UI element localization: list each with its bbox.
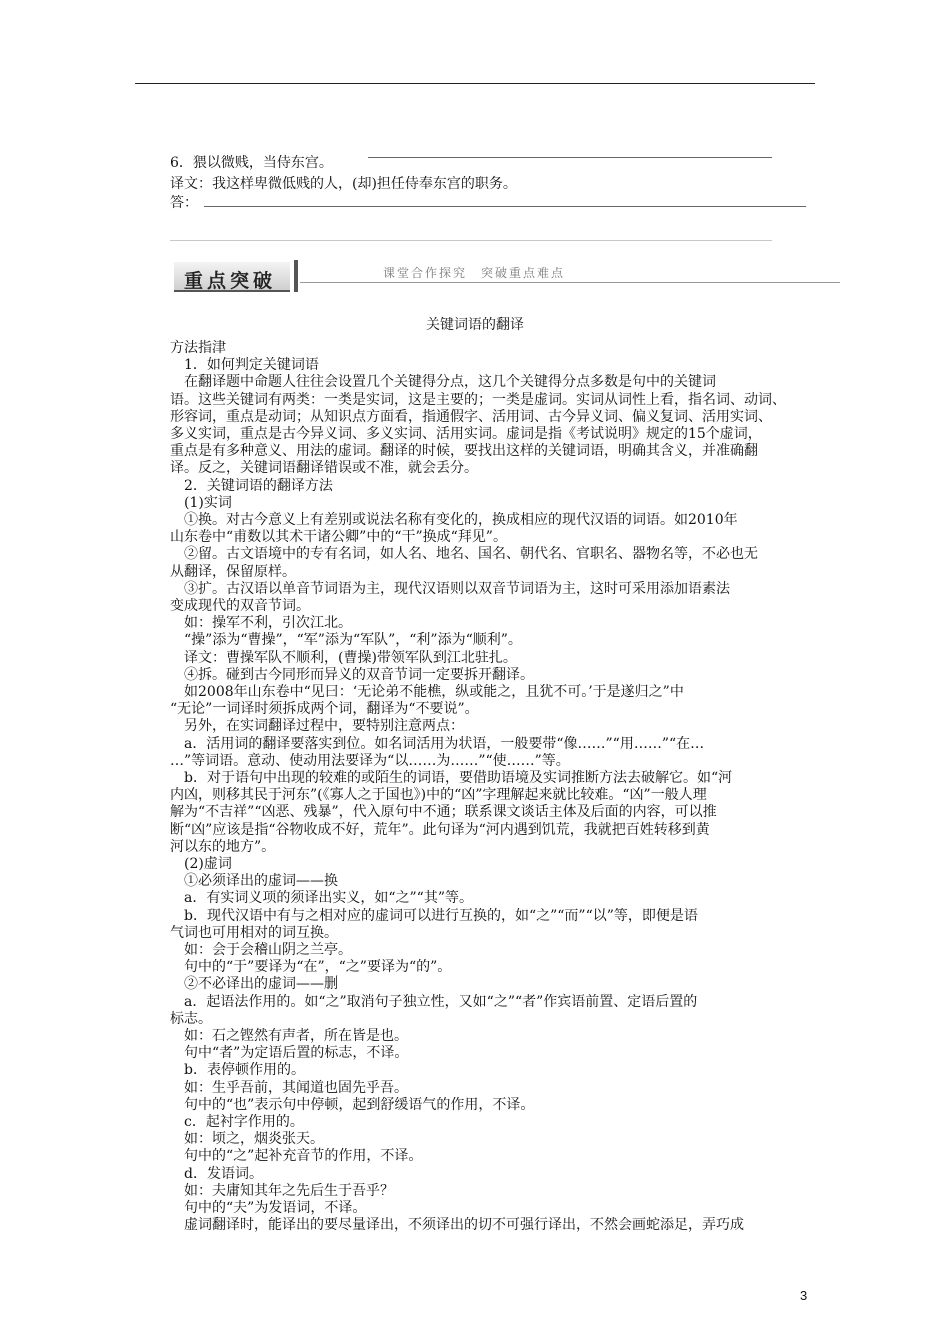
body-line: 语。这些关键词有两类：一类是实词，这是主要的；一类是虚词。实词从词性上看，指名词、动词、 bbox=[170, 391, 786, 408]
body-line: a．起语法作用的。如“之”取消句子独立性，又如“之”“者”作宾语前置、定语后置的 bbox=[170, 993, 698, 1010]
body-line: 内凶，则移其民于河东”(《寡人之于国也》)中的“凶”字理解起来就比较难。“凶”一般人理 bbox=[170, 787, 707, 804]
body-line: 从翻译，保留原样。 bbox=[170, 563, 296, 580]
body-line: 在翻译题中命题人往往会设置几个关键得分点，这几个关键得分点多数是句中的关键词 bbox=[170, 374, 716, 391]
body-line: 河以东的地方”。 bbox=[170, 838, 276, 855]
section-heading: 关键词语的翻译 bbox=[426, 317, 524, 333]
body-line: 句中的“夫”为发语词，不译。 bbox=[170, 1200, 367, 1216]
body-line: ②不必译出的虚词——删 bbox=[170, 976, 338, 993]
body-line: 句中的“也”表示句中停顿，起到舒缓语气的作用，不译。 bbox=[170, 1096, 535, 1113]
body-line: 如：会于会稽山阴之兰亭。 bbox=[170, 942, 352, 958]
body-line: 标志。 bbox=[170, 1010, 212, 1027]
banner-title: 重点突破 bbox=[184, 270, 277, 292]
body-line: 虚词翻译时，能译出的要尽量译出，不须译出的切不可强行译出，不然会画蛇添足，弄巧成 bbox=[170, 1217, 744, 1234]
body-line: a．有实词义项的须译出实义，如“之”“其”等。 bbox=[170, 890, 473, 907]
body-line: 山东卷中“甫数以其术干诸公卿”中的“干”换成“拜见”。 bbox=[170, 529, 507, 546]
body-line: 句中的“于”要译为“在”，“之”要译为“的”。 bbox=[170, 959, 452, 976]
body-line: 重点是有多种意义、用法的虚词。翻译的时候，要找出这样的关键词语，明确其含义，并准确翻 bbox=[170, 443, 758, 460]
body-line: 如2008年山东卷中“见曰：‘无论弟不能樵，纵或能之，且犹不可。’于是遂归之”中 bbox=[170, 684, 684, 700]
body-line: 如：操军不利，引次江北。 bbox=[170, 615, 352, 632]
body-line: b．现代汉语中有与之相对应的虚词可以进行互换的，如“之”“而”“以”等，即便是语 bbox=[170, 907, 698, 924]
body-line: 句中的“之”起补充音节的作用，不译。 bbox=[170, 1148, 423, 1165]
body-line: 解为“不吉祥”“凶恶、残暴”，代入原句中不通；联系课文谈话主体及后面的内容，可以推 bbox=[170, 804, 717, 821]
body-line: …”等词语。意动、使动用法要译为“以……为……”“使……”等。 bbox=[170, 752, 570, 769]
body-line: 译文：曹操军队不顺利，(曹操)带领军队到江北驻扎。 bbox=[170, 649, 517, 666]
body-line: 如：顷之，烟炎张天。 bbox=[170, 1131, 324, 1148]
body-line: 如：夫庸知其年之先后生于吾乎？ bbox=[170, 1182, 394, 1199]
body-line: 断“凶”应该是指“谷物收成不好，荒年”。此句译为“河内遇到饥荒，我就把百姓转移到黄 bbox=[170, 821, 710, 838]
body-line: a．活用词的翻译要落实到位。如名词活用为状语，一般要带“像……”“用……”“在… bbox=[170, 735, 705, 752]
body-line: 句中“者”为定语后置的标志，不译。 bbox=[170, 1045, 409, 1062]
body-line: 形容词，重点是动词；从知识点方面看，指通假字、活用词、古今异义词、偏义复词、活用实词、 bbox=[170, 408, 772, 425]
body-line: ①换。对古今意义上有差别或说法名称有变化的，换成相应的现代汉语的词语。如2010年 bbox=[170, 512, 738, 528]
body-line: 多义实词，重点是古今异义词、多义实词、活用实词。虚词是指《考试说明》规定的15个虚词， bbox=[170, 426, 762, 442]
body-line: b．对于语句中出现的较难的或陌生的词语，要借助语境及实词推断方法去破解它。如“河 bbox=[170, 770, 733, 786]
body-line: ④拆。碰到古今同形而异义的双音节词一定要拆开翻译。 bbox=[170, 666, 534, 683]
body-line: b．表停顿作用的。 bbox=[170, 1062, 305, 1079]
translation-line: 译文：我这样卑微低贱的人，(却)担任侍奉东宫的职务。 bbox=[170, 176, 517, 192]
body-line: 方法指津 bbox=[170, 340, 226, 356]
body-line: (1)实词 bbox=[170, 494, 232, 511]
body-line: “操”添为“曹操”，“军”添为“军队”，“利”添为“顺利”。 bbox=[170, 632, 522, 649]
body-line: ①必须译出的虚词——换 bbox=[170, 873, 338, 890]
body-line: “无论”一词译时须拆成两个词，翻译为“不要说”。 bbox=[170, 701, 479, 718]
body-line: 气词也可用相对的词互换。 bbox=[170, 924, 338, 941]
body-line: ③扩。古汉语以单音节词语为主，现代汉语则以双音节词语为主，这时可采用添加语素法 bbox=[170, 580, 730, 597]
body-line: 如：生乎吾前，其闻道也固先乎吾。 bbox=[170, 1079, 408, 1096]
body-line: c．起衬字作用的。 bbox=[170, 1114, 304, 1130]
body-line: 变成现代的双音节词。 bbox=[170, 598, 310, 614]
answer-label: 答： bbox=[170, 195, 198, 211]
body-line: 另外，在实词翻译过程中，要特别注意两点： bbox=[170, 718, 464, 735]
question-line: 6．猥以微贱，当侍东宫。 bbox=[170, 155, 333, 171]
body-line: 如：石之铿然有声者，所在皆是也。 bbox=[170, 1028, 408, 1044]
banner-subtitle: 课堂合作探究 突破重点难点 bbox=[383, 266, 566, 280]
body-line: ②留。古文语境中的专有名词，如人名、地名、国名、朝代名、官职名、器物名等，不必也无 bbox=[170, 546, 758, 563]
body-line: 译。反之，关键词语翻译错误或不准，就会丢分。 bbox=[170, 460, 478, 477]
body-line: d．发语词。 bbox=[170, 1165, 263, 1182]
page-number: 3 bbox=[800, 1288, 808, 1303]
body-line: 1．如何判定关键词语 bbox=[170, 357, 319, 374]
body-line: (2)虚词 bbox=[170, 856, 232, 872]
body-line: 2．关键词语的翻译方法 bbox=[170, 477, 333, 494]
